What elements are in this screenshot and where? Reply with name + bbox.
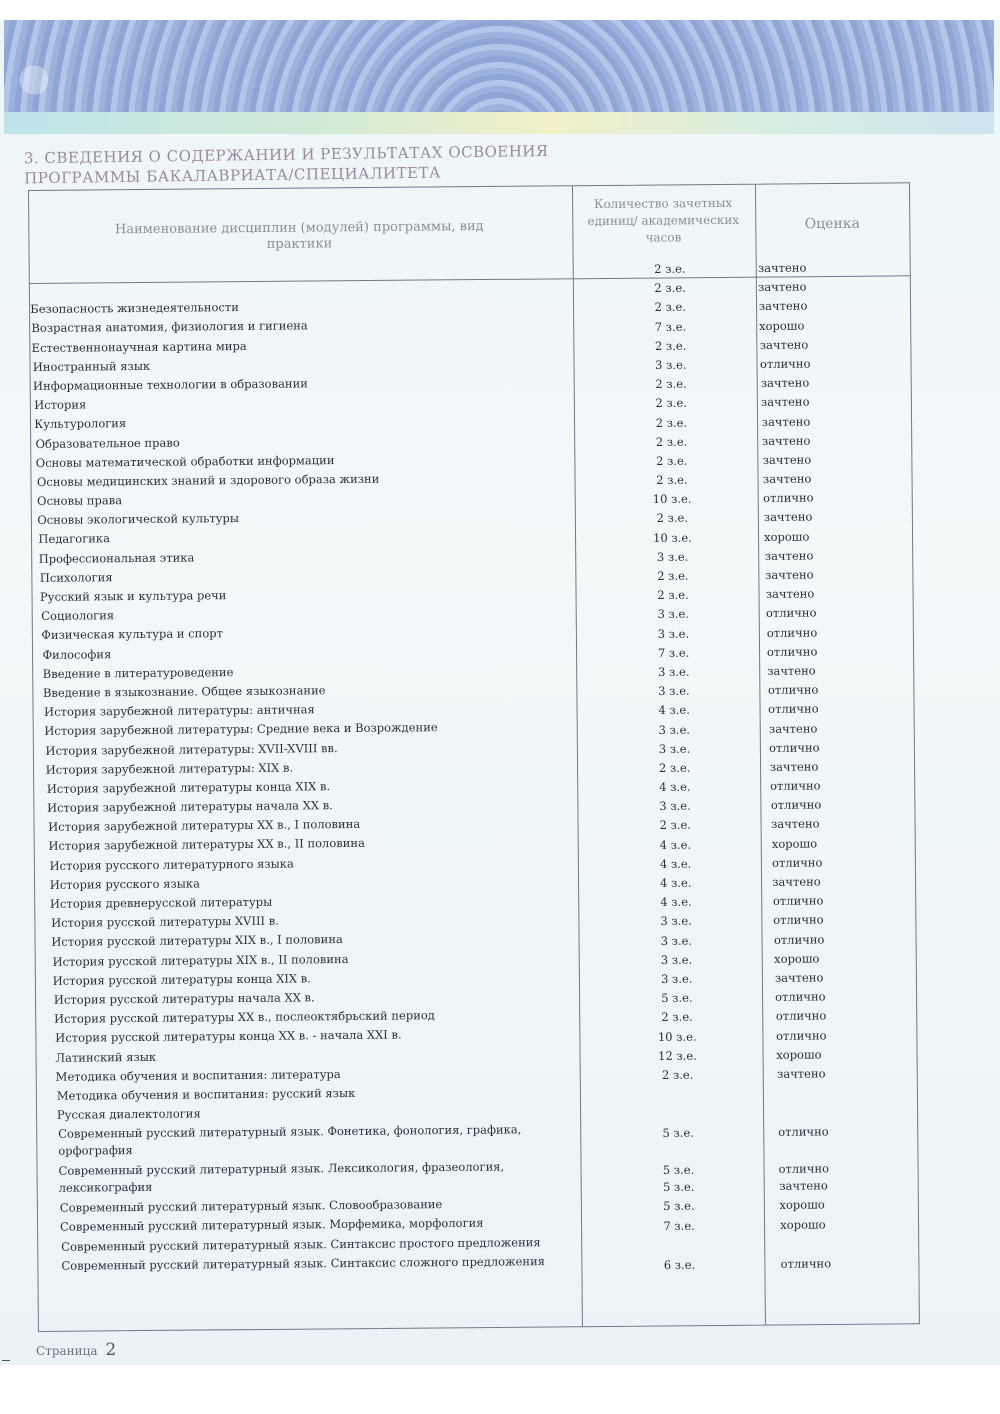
- discipline-name: Русская диалектология: [56, 1106, 201, 1122]
- credits-value: 3 з.е.: [657, 626, 690, 641]
- discipline-name: История русской литературы XIX в., I половина: [51, 932, 343, 950]
- discipline-name: История зарубежной литературы: античная: [44, 702, 315, 720]
- grade-value: зачтено: [762, 471, 812, 487]
- credits-value: 2 з.е.: [655, 453, 688, 468]
- grade-value: хорошо: [780, 1217, 826, 1232]
- grade-value: отлично: [775, 1008, 827, 1024]
- grade-value: зачтено: [765, 586, 815, 602]
- grade-value: зачтено: [772, 874, 821, 889]
- credits-value: 5 з.е.: [661, 990, 693, 1006]
- discipline-name: Латинский язык: [55, 1049, 157, 1065]
- credits-value: 3 з.е.: [658, 664, 690, 679]
- grade-value: зачтено: [761, 433, 811, 448]
- section-heading: [24, 140, 644, 189]
- grade-value: зачтено: [768, 720, 818, 736]
- credits-value: 3 з.е.: [655, 357, 687, 372]
- discipline-name: История русского языка: [49, 876, 200, 892]
- grade-value: отлично: [775, 1027, 827, 1043]
- credits-value: 2 з.е.: [656, 511, 689, 526]
- discipline-name: Русский язык и культура речи: [39, 588, 227, 604]
- grade-value: хорошо: [764, 529, 810, 544]
- grade-value: отлично: [770, 797, 822, 813]
- discipline-name: История зарубежной литературы XX в., II половина: [48, 836, 365, 854]
- credits-value: 4 з.е.: [659, 779, 691, 795]
- grade-value: хорошо: [771, 836, 818, 851]
- credits-value: 2 з.е.: [654, 261, 686, 277]
- grade-value: зачтено: [764, 567, 814, 582]
- grade-value: отлично: [768, 701, 819, 717]
- credits-value: 2 з.е.: [655, 415, 688, 430]
- grade-value: зачтено: [774, 970, 824, 985]
- discipline-name: Современный русский литературный язык. Синтаксис сложного предложения: [61, 1253, 546, 1273]
- discipline-name: Иностранный язык: [32, 358, 151, 374]
- discipline-name: Методика обучения и воспитания: литература: [55, 1066, 341, 1084]
- discipline-name: Профессиональная этика: [38, 550, 195, 566]
- discipline-name: Педагогика: [38, 531, 111, 547]
- grade-value: зачтено: [762, 452, 812, 467]
- grade-value: зачтено: [758, 279, 807, 295]
- credits-value: 3 з.е.: [660, 952, 693, 967]
- grade-value: отлично: [767, 682, 819, 698]
- grade-value: хорошо: [779, 1197, 825, 1213]
- heading-line-2: ПРОГРАММЫ БАКАЛАВРИАТА/СПЕЦИАЛИТЕТА: [24, 163, 442, 188]
- grade-value: отлично: [778, 1161, 830, 1177]
- credits-value: 5 з.е.: [663, 1199, 695, 1214]
- credits-value: 7 з.е.: [663, 1218, 695, 1233]
- grade-value: отлично: [766, 644, 818, 659]
- credits-value: 2 з.е.: [661, 1009, 693, 1025]
- grade-value: отлично: [780, 1256, 832, 1271]
- header-credits: Количество зачетных единиц/ академических часов: [587, 195, 740, 245]
- discipline-name: Информационные технологии в образовании: [32, 376, 308, 393]
- document-page: [0, 20, 1000, 1365]
- credits-value: 3 з.е.: [658, 683, 690, 699]
- credits-value: 2 з.е.: [661, 1067, 694, 1082]
- discipline-name: Философия: [42, 646, 112, 662]
- header-discipline: Наименование дисциплин (модулей) программы, вид практики: [114, 219, 484, 252]
- credits-value: 10 з.е.: [652, 491, 692, 507]
- discipline-name: История зарубежной литературы: Средние века и Возрождение: [44, 720, 438, 739]
- grade-value: зачтено: [779, 1178, 828, 1194]
- discipline-name: История русской литературы XIX в., II половина: [52, 951, 349, 969]
- discipline-name: История русской литературы конца XX в. - начала XXI в.: [55, 1027, 402, 1046]
- discipline-name: История русской литературы XX в., послеоктябрьский период: [54, 1008, 435, 1026]
- credits-value: 4 з.е.: [659, 837, 692, 852]
- discipline-name: История: [34, 397, 87, 413]
- discipline-name: Образовательное право: [35, 435, 180, 451]
- grade-value: зачтено: [767, 663, 816, 678]
- grade-value: зачтено: [761, 414, 811, 429]
- footer-label: Страница: [36, 1344, 98, 1358]
- credits-value: 3 з.е.: [660, 971, 693, 986]
- discipline-name: Физическая культура и спорт: [41, 626, 223, 643]
- credits-value: 4 з.е.: [660, 894, 692, 910]
- credits-value: 5 з.е.: [662, 1125, 694, 1141]
- discipline-name: Современный русский литературный язык. Морфемика, морфология: [60, 1216, 484, 1235]
- heading-line-1: 3. СВЕДЕНИЯ О СОДЕРЖАНИИ И РЕЗУЛЬТАТАХ ОСВОЕНИЯ: [23, 142, 549, 168]
- grade-value: хорошо: [758, 318, 805, 333]
- header-grade: Оценка: [804, 215, 860, 233]
- discipline-name: Возрастная анатомия, физиология и гигиена: [31, 318, 308, 336]
- credits-value: 4 з.е.: [658, 702, 690, 718]
- credits-value: 2 з.е.: [654, 338, 687, 353]
- grade-value: отлично: [773, 912, 824, 928]
- grade-value: отлично: [765, 605, 817, 621]
- grade-value: зачтено: [770, 816, 820, 832]
- grade-value: зачтено: [758, 298, 808, 314]
- discipline-name: Основы экологической культуры: [37, 511, 240, 528]
- grade-value: зачтено: [759, 337, 809, 352]
- edge-mark: [2, 1360, 10, 1361]
- discipline-name: Основы математической обработки информации: [35, 452, 335, 470]
- credits-value: 2 з.е.: [657, 587, 689, 603]
- banner-color-strip: [4, 112, 994, 134]
- grade-value: отлично: [769, 778, 821, 793]
- grade-value: хорошо: [776, 1047, 822, 1062]
- discipline-name: История русской литературы начала XX в.: [53, 990, 315, 1007]
- grade-value: отлично: [778, 1124, 829, 1140]
- grade-value: отлично: [769, 740, 820, 755]
- page-footer: [36, 1340, 116, 1360]
- credits-value: 3 з.е.: [656, 549, 689, 564]
- discipline-name: История зарубежной литературы: XIX в.: [45, 760, 294, 777]
- grade-value: зачтено: [763, 509, 813, 525]
- credits-value: 10 з.е.: [657, 1029, 697, 1044]
- discipline-name: Современный русский литературный язык. Лексикология, фразеология, лексикография: [58, 1159, 505, 1196]
- credits-value: 3 з.е.: [658, 722, 691, 737]
- grade-value: зачтено: [776, 1066, 826, 1081]
- credits-value: 2 з.е.: [658, 760, 691, 775]
- grade-value: отлично: [763, 490, 814, 506]
- grade-value: отлично: [771, 855, 823, 870]
- discipline-name: История русского литературного языка: [49, 856, 294, 873]
- discipline-name: История зарубежной литературы начала XX в.: [46, 798, 333, 815]
- credits-value: 2 з.е.: [655, 434, 688, 449]
- discipline-name: Современный русский литературный язык. Фонетика, фонология, графика, орфография: [58, 1122, 522, 1159]
- credits-value: 4 з.е.: [659, 856, 692, 871]
- grade-value: отлично: [772, 893, 824, 909]
- credits-value: 7 з.е.: [654, 319, 687, 334]
- grade-value: зачтено: [760, 394, 810, 410]
- credits-value: 2 з.е.: [657, 568, 689, 583]
- grade-value: отлично: [773, 931, 825, 947]
- discipline-name: Основы медицинских знаний и здорового образа жизни: [36, 471, 380, 489]
- credits-value: 2 з.е.: [655, 376, 687, 392]
- credits-value: 5 з.е.: [662, 1179, 695, 1195]
- discipline-name: История зарубежной литературы: XVII-XVIII вв.: [45, 740, 338, 758]
- grade-value: хорошо: [774, 951, 820, 966]
- grade-value: отлично: [766, 625, 818, 640]
- grade-value: отлично: [759, 356, 811, 371]
- grade-value: зачтено: [764, 548, 814, 563]
- discipline-name: Социология: [41, 608, 115, 624]
- guilloche-banner: [4, 20, 994, 125]
- discipline-name: Основы права: [37, 493, 123, 509]
- grade-value: зачтено: [757, 260, 807, 276]
- credits-value: 5 з.е.: [662, 1162, 695, 1178]
- credits-value: 3 з.е.: [660, 914, 692, 929]
- discipline-name: Введение в литературоведение: [42, 664, 234, 681]
- table-body: [30, 260, 940, 1294]
- credits-value: 2 з.е.: [659, 818, 691, 833]
- discipline-name: Культурология: [34, 416, 127, 432]
- credits-value: 3 з.е.: [659, 798, 691, 814]
- discipline-name: Естественнонаучная картина мира: [31, 338, 247, 355]
- discipline-name: Современный русский литературный язык. Синтаксис простого предложения: [61, 1234, 541, 1254]
- discipline-name: История русской литературы XVIII в.: [51, 913, 279, 931]
- discipline-name: История зарубежной литературы конца XIX в.: [46, 779, 331, 796]
- page-number: 2: [105, 1340, 117, 1360]
- grade-value: зачтено: [769, 759, 819, 774]
- credits-value: 10 з.е.: [653, 530, 692, 545]
- discipline-name: Методика обучения и воспитания: русский язык: [56, 1085, 356, 1103]
- discipline-name: Введение в языкознание. Общее языкознание: [42, 683, 326, 700]
- credits-value: 2 з.е.: [655, 396, 687, 411]
- discipline-name: История древнерусской литературы: [49, 894, 273, 911]
- credits-value: 12 з.е.: [658, 1048, 697, 1063]
- credits-value: 3 з.е.: [657, 607, 689, 622]
- discipline-name: История русской литературы конца XIX в.: [52, 971, 311, 988]
- credits-value: 6 з.е.: [663, 1257, 696, 1272]
- discipline-name: Современный русский литературный язык. Словообразование: [59, 1197, 443, 1216]
- credits-value: 7 з.е.: [657, 645, 690, 660]
- grade-value: отлично: [775, 989, 826, 1005]
- credits-value: 2 з.е.: [654, 300, 687, 315]
- credits-value: 2 з.е.: [654, 280, 686, 296]
- discipline-name: История зарубежной литературы XX в., I половина: [48, 817, 361, 835]
- discipline-name: Безопасность жизнедеятельности: [30, 300, 239, 317]
- grade-value: зачтено: [760, 375, 810, 391]
- credits-value: 2 з.е.: [656, 472, 688, 488]
- discipline-name: Психология: [39, 570, 113, 585]
- credits-value: 3 з.е.: [658, 741, 691, 756]
- credits-value: 4 з.е.: [660, 875, 692, 890]
- credits-value: 3 з.е.: [660, 933, 693, 948]
